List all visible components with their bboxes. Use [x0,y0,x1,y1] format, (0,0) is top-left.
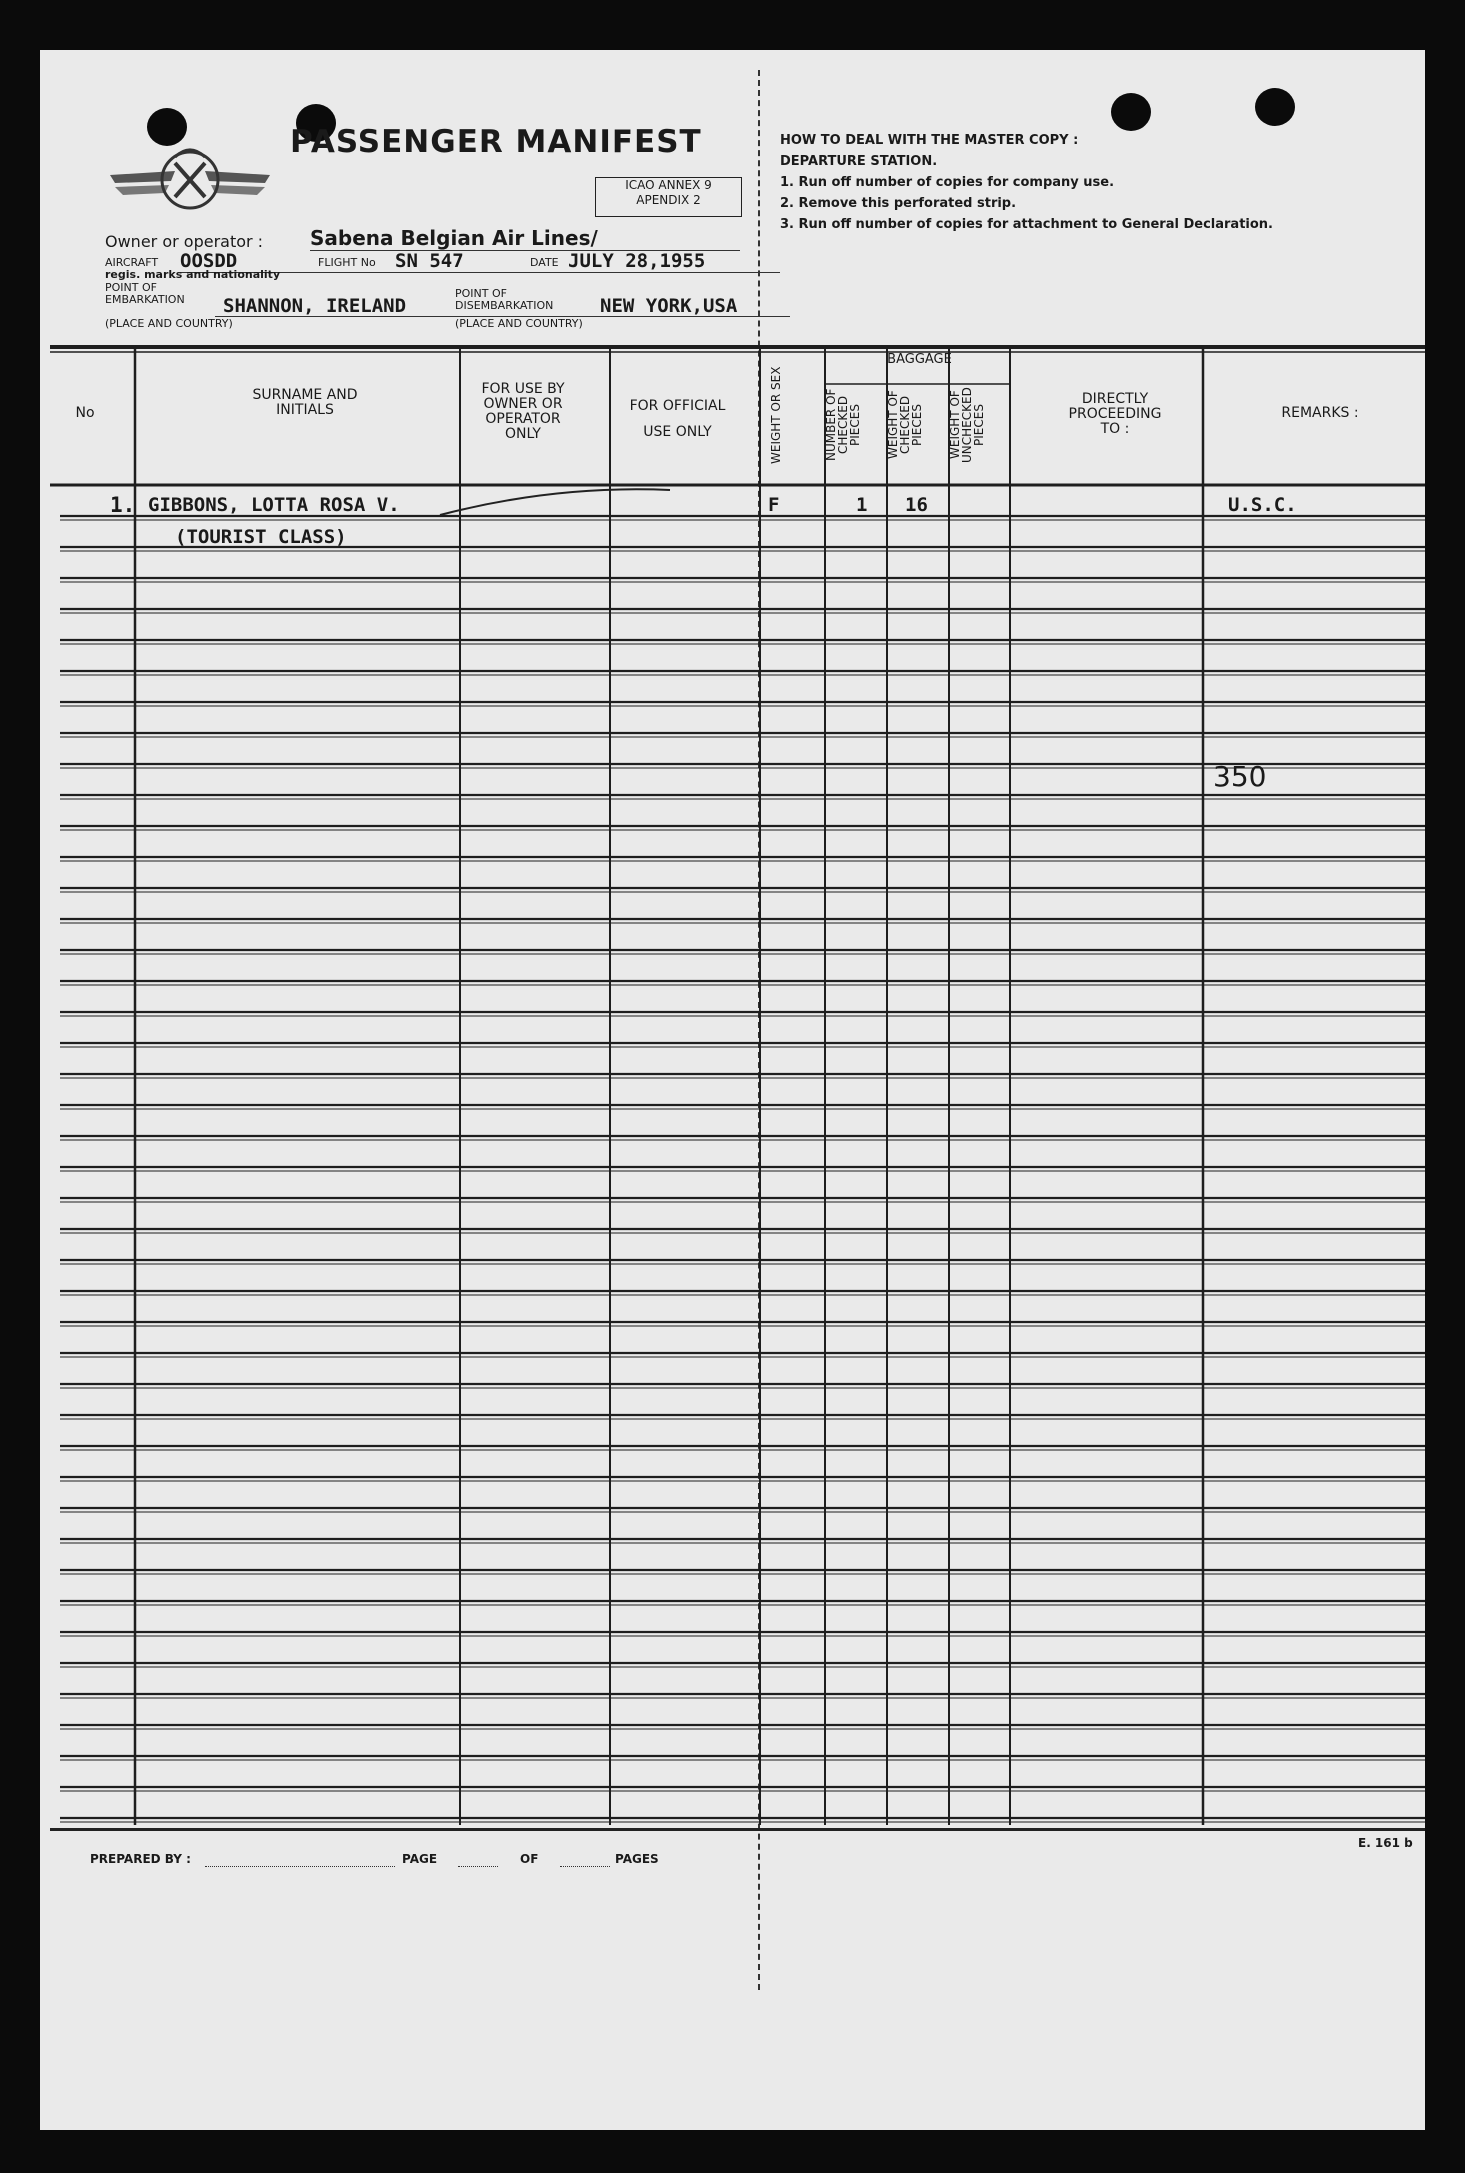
instruction-step-2: 2. Remove this perforated strip. [780,196,1017,211]
handwritten-stroke [435,465,675,525]
date-value: JULY 28,1955 [568,250,706,272]
date-label: DATE [530,256,559,269]
flight-label: FLIGHT No [318,256,376,269]
col-header-baggage: BAGGAGE [887,352,952,367]
owner-label: Owner or operator : [105,232,264,251]
page-line [458,1866,498,1867]
disembark-sub-label: (PLACE AND COUNTRY) [455,317,583,330]
owner-value: Sabena Belgian Air Lines/ [310,226,598,250]
col-header-weight-checked: WEIGHT OF CHECKED PIECES [886,390,924,460]
annex-line-1: ICAO ANNEX 9 [625,178,712,192]
passenger-1-weight: 16 [905,494,928,516]
prepared-by-label: PREPARED BY : [90,1852,191,1866]
passenger-1-no: 1. [110,493,136,517]
instruction-step-1: 1. Run off number of copies for company use. [780,175,1115,190]
of-label: OF [520,1852,539,1866]
flight-value: SN 547 [395,250,464,272]
passenger-1-class: (TOURIST CLASS) [175,526,347,548]
col-header-weight-unchecked: WEIGHT OF UNCHECKED PIECES [948,387,986,463]
col-header-weight-sex: WEIGHT OR SEX [769,366,783,464]
page-label: PAGE [402,1852,438,1866]
col-header-no: No [75,405,95,421]
footer-rule [50,1828,1425,1831]
embark-value: SHANNON, IRELAND [223,295,407,317]
handwritten-annotation: 350 [1213,760,1267,793]
embark-label: POINT OF EMBARKATION [105,281,185,306]
aircraft-label: AIRCRAFT [105,256,159,269]
col-header-num-checked: NUMBER OF CHECKED PIECES [824,388,862,462]
passenger-1-sex: F [768,494,780,516]
instruction-heading-1: HOW TO DEAL WITH THE MASTER COPY : [780,133,1079,148]
embark-sub-label: (PLACE AND COUNTRY) [105,317,233,330]
aircraft-sub-label: regis. marks and nationality [105,268,281,281]
manifest-table-grid [40,50,1425,1850]
aircraft-value: OOSDD [180,250,238,272]
col-header-proceeding: DIRECTLY PROCEEDING TO : [1068,391,1162,437]
col-header-surname: SURNAME AND INITIALS [252,387,358,418]
instruction-step-3: 3. Run off number of copies for attachment to General Declaration. [780,217,1273,232]
passenger-1-name: GIBBONS, LOTTA ROSA V. [148,494,400,516]
instruction-heading-2: DEPARTURE STATION. [780,154,938,169]
manifest-sheet [40,50,1425,2130]
col-header-owner-use: FOR USE BY OWNER OR OPERATOR ONLY [481,381,565,442]
disembark-label: POINT OF DISEMBARKATION [455,287,554,312]
passenger-1-pieces: 1 [856,494,868,516]
form-number: E. 161 b [1358,1836,1413,1850]
col-header-official: FOR OFFICIAL USE ONLY [629,398,726,440]
prepared-by-line [205,1866,395,1867]
col-header-remarks: REMARKS : [1281,405,1359,421]
disembark-value: NEW YORK,USA [600,295,738,317]
passenger-1-remarks: U.S.C. [1228,494,1297,516]
form-title: PASSENGER MANIFEST [290,124,702,160]
of-line [560,1866,610,1867]
annex-line-2: APENDIX 2 [636,193,701,207]
pages-label: PAGES [615,1852,659,1866]
